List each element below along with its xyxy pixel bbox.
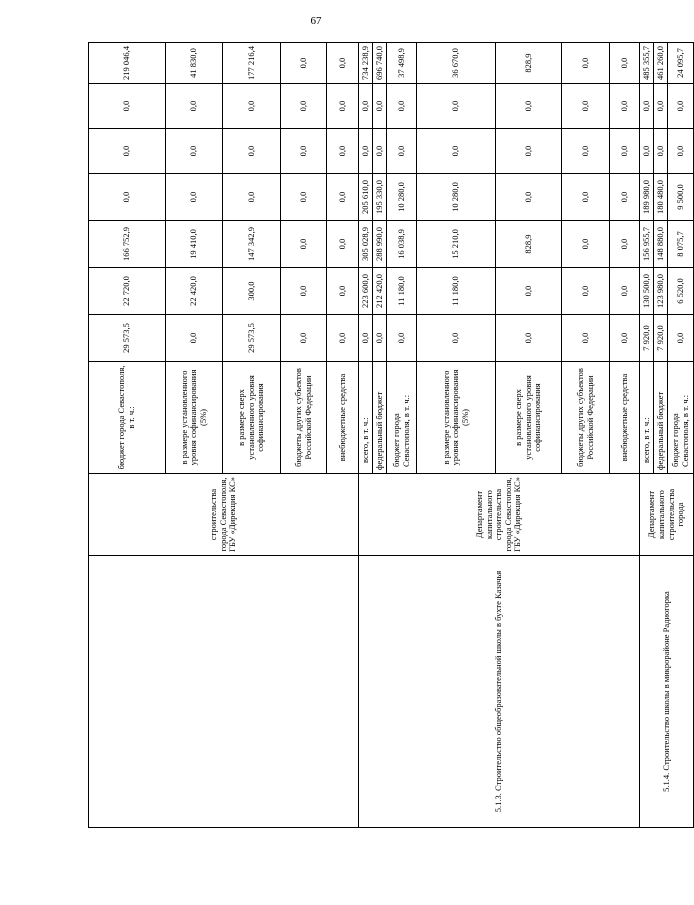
table-row — [89, 43, 166, 828]
value-cell: 0,0 — [496, 129, 562, 174]
value-cell: 11 180,0 — [417, 268, 496, 315]
value-cell: 0,0 — [610, 315, 640, 362]
source-cell: бюджет города Севастополя, в т. ч.: — [387, 362, 417, 474]
source-cell: в размере сверх установленного уровня софинансирования — [223, 362, 281, 474]
value-cell: 0,0 — [281, 174, 327, 221]
value-cell: 195 330,0 — [373, 174, 387, 221]
value-cell: 156 955,7 — [640, 221, 654, 268]
source-cell: в размере сверх установленного уровня софинансирования — [496, 362, 562, 474]
value-cell: 29 573,5 — [89, 315, 166, 362]
source-cell: федеральный бюджет — [373, 362, 387, 474]
source-cell: всего, в т. ч.: — [359, 362, 373, 474]
value-cell: 0,0 — [281, 221, 327, 268]
value-cell: 205 610,0 — [359, 174, 373, 221]
task-cell: 5.1.3. Строительство общеобразовательной школы в бухте Казачья — [359, 556, 640, 828]
value-cell: 0,0 — [281, 43, 327, 84]
value-cell: 0,0 — [223, 129, 281, 174]
value-cell: 0,0 — [417, 84, 496, 129]
source-cell: внебюджетные средства — [327, 362, 359, 474]
value-cell: 10 280,0 — [417, 174, 496, 221]
value-cell: 123 980,0 — [654, 268, 668, 315]
value-cell: 0,0 — [610, 221, 640, 268]
value-cell: 0,0 — [327, 43, 359, 84]
value-cell: 305 028,9 — [359, 221, 373, 268]
value-cell: 0,0 — [281, 84, 327, 129]
value-cell: 7 920,0 — [654, 315, 668, 362]
value-cell: 147 342,9 — [223, 221, 281, 268]
value-cell: 0,0 — [166, 174, 223, 221]
value-cell: 37 498,9 — [387, 43, 417, 84]
value-cell: 0,0 — [373, 315, 387, 362]
value-cell: 0,0 — [668, 84, 694, 129]
value-cell: 130 500,0 — [640, 268, 654, 315]
value-cell: 16 038,9 — [387, 221, 417, 268]
value-cell: 0,0 — [373, 129, 387, 174]
value-cell: 6 520,0 — [668, 268, 694, 315]
value-cell: 0,0 — [562, 129, 610, 174]
value-cell: 0,0 — [89, 84, 166, 129]
value-cell: 29 573,5 — [223, 315, 281, 362]
value-cell: 0,0 — [281, 315, 327, 362]
rotated-table-area — [88, 43, 690, 828]
value-cell: 696 740,0 — [373, 43, 387, 84]
page-number: 67 — [310, 15, 322, 27]
value-cell: 0,0 — [496, 268, 562, 315]
value-cell: 0,0 — [417, 129, 496, 174]
value-cell: 0,0 — [327, 221, 359, 268]
value-cell: 36 670,0 — [417, 43, 496, 84]
value-cell: 0,0 — [610, 84, 640, 129]
value-cell: 828,9 — [496, 221, 562, 268]
value-cell: 288 990,0 — [373, 221, 387, 268]
value-cell: 0,0 — [640, 129, 654, 174]
value-cell: 0,0 — [89, 174, 166, 221]
value-cell: 0,0 — [223, 174, 281, 221]
source-cell: бюджеты других субъектов Российской Федерации — [562, 362, 610, 474]
value-cell: 0,0 — [166, 84, 223, 129]
value-cell: 180 480,0 — [654, 174, 668, 221]
executor-cell: строительства города Севастополя, ГБУ «Дирекция КС» — [89, 474, 359, 556]
value-cell: 0,0 — [610, 43, 640, 84]
value-cell: 0,0 — [327, 315, 359, 362]
source-cell: федеральный бюджет — [654, 362, 668, 474]
value-cell: 19 410,0 — [166, 221, 223, 268]
value-cell: 0,0 — [610, 174, 640, 221]
value-cell: 177 216,4 — [223, 43, 281, 84]
value-cell: 0,0 — [496, 315, 562, 362]
value-cell: 22 420,0 — [166, 268, 223, 315]
value-cell: 0,0 — [654, 84, 668, 129]
value-cell: 212 420,0 — [373, 268, 387, 315]
source-cell: в размере установленного уровня софинансирования (5%) — [166, 362, 223, 474]
value-cell: 0,0 — [562, 221, 610, 268]
table-row — [359, 43, 373, 828]
value-cell: 9 500,0 — [668, 174, 694, 221]
value-cell: 0,0 — [562, 43, 610, 84]
value-cell: 0,0 — [562, 84, 610, 129]
value-cell: 0,0 — [417, 315, 496, 362]
value-cell: 0,0 — [387, 315, 417, 362]
task-cell — [89, 556, 359, 828]
value-cell: 0,0 — [610, 129, 640, 174]
value-cell: 166 752,9 — [89, 221, 166, 268]
value-cell: 0,0 — [359, 84, 373, 129]
value-cell: 0,0 — [359, 129, 373, 174]
source-cell: в размере установленного уровня софинансирования (5%) — [417, 362, 496, 474]
value-cell: 0,0 — [668, 129, 694, 174]
value-cell: 0,0 — [327, 268, 359, 315]
value-cell: 219 046,4 — [89, 43, 166, 84]
value-cell: 0,0 — [281, 268, 327, 315]
value-cell: 0,0 — [496, 174, 562, 221]
value-cell: 0,0 — [327, 174, 359, 221]
value-cell: 461 260,0 — [654, 43, 668, 84]
value-cell: 0,0 — [654, 129, 668, 174]
value-cell: 10 280,0 — [387, 174, 417, 221]
value-cell: 41 830,0 — [166, 43, 223, 84]
value-cell: 0,0 — [640, 84, 654, 129]
value-cell: 0,0 — [166, 129, 223, 174]
funding-table — [88, 42, 694, 828]
value-cell: 0,0 — [496, 84, 562, 129]
value-cell: 734 238,9 — [359, 43, 373, 84]
table-row — [640, 43, 654, 828]
value-cell: 0,0 — [359, 315, 373, 362]
value-cell: 300,0 — [223, 268, 281, 315]
value-cell: 0,0 — [373, 84, 387, 129]
value-cell: 15 210,0 — [417, 221, 496, 268]
value-cell: 22 720,0 — [89, 268, 166, 315]
value-cell: 24 095,7 — [668, 43, 694, 84]
value-cell: 0,0 — [281, 129, 327, 174]
executor-cell: Департамент капитального строительства города Севастополя, ГБУ «Дирекция КС» — [359, 474, 640, 556]
source-cell: бюджеты других субъектов Российской Федерации — [281, 362, 327, 474]
source-cell: бюджет города Севастополя, в т. ч.: — [668, 362, 694, 474]
value-cell: 0,0 — [327, 129, 359, 174]
task-cell: 5.1.4. Строительство школы в микрорайоне Радиогорка — [640, 556, 694, 828]
value-cell: 0,0 — [89, 129, 166, 174]
value-cell: 0,0 — [610, 268, 640, 315]
executor-cell: Департамент капитального строительства города — [640, 474, 694, 556]
value-cell: 11 180,0 — [387, 268, 417, 315]
source-cell: внебюджетные средства — [610, 362, 640, 474]
source-cell: бюджет города Севастополя, в т. ч.: — [89, 362, 166, 474]
value-cell: 0,0 — [166, 315, 223, 362]
value-cell: 148 880,0 — [654, 221, 668, 268]
value-cell: 0,0 — [562, 315, 610, 362]
value-cell: 8 075,7 — [668, 221, 694, 268]
value-cell: 0,0 — [668, 315, 694, 362]
value-cell: 485 355,7 — [640, 43, 654, 84]
value-cell: 0,0 — [327, 84, 359, 129]
value-cell: 828,9 — [496, 43, 562, 84]
value-cell: 0,0 — [562, 174, 610, 221]
value-cell: 189 980,0 — [640, 174, 654, 221]
value-cell: 0,0 — [387, 84, 417, 129]
value-cell: 0,0 — [223, 84, 281, 129]
value-cell: 223 600,0 — [359, 268, 373, 315]
value-cell: 7 920,0 — [640, 315, 654, 362]
source-cell: всего, в т. ч.: — [640, 362, 654, 474]
value-cell: 0,0 — [387, 129, 417, 174]
value-cell: 0,0 — [562, 268, 610, 315]
